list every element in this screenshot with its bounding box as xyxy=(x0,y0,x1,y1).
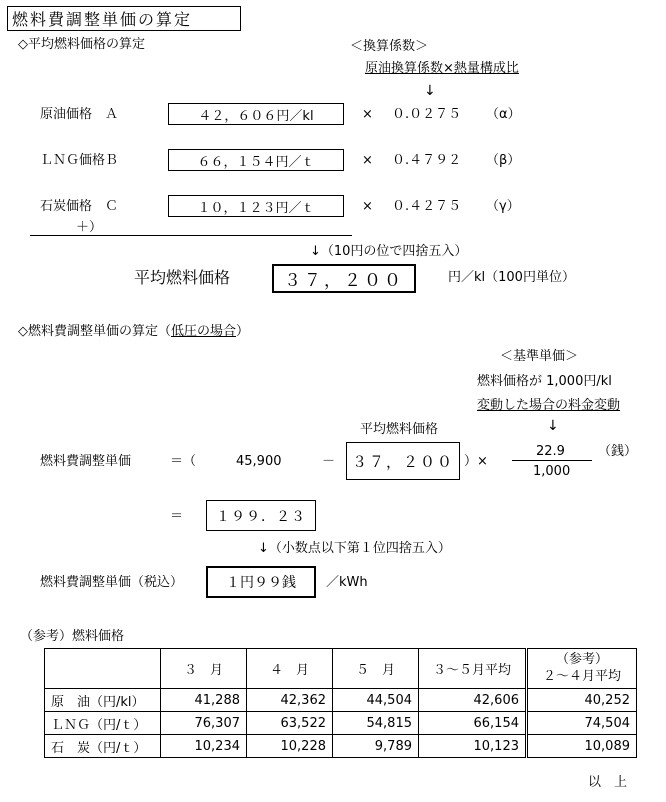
cell: 42,362 xyxy=(247,689,333,712)
fraction-bar xyxy=(512,460,592,461)
frac-denominator: 1,000 xyxy=(533,464,571,479)
times-crude: × xyxy=(362,107,373,122)
cell: 42,606 xyxy=(419,689,527,712)
round-note-1: ↓（10円の位で四捨五入） xyxy=(310,244,468,259)
cell: 54,815 xyxy=(333,712,419,735)
table-row xyxy=(45,689,637,712)
round-note-2: ↓（小数点以下第１位四捨五入） xyxy=(258,541,451,556)
coef-coal: ０.４２７５ xyxy=(392,199,462,214)
calc-label: 燃料費調整単価 xyxy=(40,454,132,469)
section2-heading-suffix: ） xyxy=(236,324,250,339)
cell: 40,252 xyxy=(527,689,637,712)
section2-heading xyxy=(18,325,249,338)
table-header-cell: ５ 月 xyxy=(333,649,419,689)
final-unit: ／kWh xyxy=(326,575,368,590)
times-coal: × xyxy=(362,199,373,214)
final-value-box xyxy=(206,566,316,598)
row-label-crude: 原油価格 Ａ xyxy=(40,107,119,122)
table-row xyxy=(45,735,637,758)
table-header-cell: ３ 月 xyxy=(161,649,247,689)
final-value: １円９９銭 xyxy=(226,575,296,591)
coef-arrow: ↓ xyxy=(424,83,436,99)
cell: 63,522 xyxy=(247,712,333,735)
price-crude: ４２，６０６円／kl xyxy=(198,108,314,124)
close-times: ）× xyxy=(464,454,488,469)
ref-period: ２～４月平均 xyxy=(542,668,621,684)
table-row xyxy=(45,712,637,735)
avg-value-box xyxy=(272,264,416,293)
coef-crude: ０.０２７５ xyxy=(392,107,462,122)
price-box-coal xyxy=(168,195,344,217)
row-label-coal: 石炭価格 Ｃ xyxy=(40,199,119,214)
page-title: 燃料費調整単価の算定 xyxy=(12,10,193,29)
avg-unit: 円／kl（100円単位） xyxy=(448,270,575,285)
minus-sign: － xyxy=(322,454,336,469)
coef-header: ＜換算係数＞ xyxy=(350,39,429,54)
cell: 10,089 xyxy=(527,735,637,758)
table-header-cell: ４ 月 xyxy=(247,649,333,689)
sum-line xyxy=(30,235,352,236)
sym-lng: （β） xyxy=(486,153,521,168)
price-coal: １０，１２３円／ｔ xyxy=(197,200,315,216)
title-box xyxy=(7,6,241,31)
result-value: １９９．２３ xyxy=(216,508,306,525)
cell: 44,504 xyxy=(333,689,419,712)
coef-formula: 原油換算係数×熱量構成比 xyxy=(365,61,519,76)
base-price: 45,900 xyxy=(236,454,282,469)
avg-caption: 平均燃料価格 xyxy=(360,422,439,437)
section1-heading: ◇平均燃料価格の算定 xyxy=(18,37,145,52)
avg-label: 平均燃料価格 xyxy=(134,268,231,287)
cell: 76,307 xyxy=(161,712,247,735)
table-header-cell: ３～５月平均 xyxy=(419,649,527,689)
row-label: ＬＮＧ（円/ｔ） xyxy=(45,712,161,735)
table-header-cell-ref xyxy=(527,649,637,689)
avg-value: ３７，２００ xyxy=(284,271,404,291)
sym-crude: （α） xyxy=(486,107,521,122)
ref-note: （参考） xyxy=(555,651,608,667)
ref-caption: （参考）燃料価格 xyxy=(20,629,125,644)
base-line2: 変動した場合の料金変動 xyxy=(477,398,621,413)
eq-open: ＝（ xyxy=(170,454,197,469)
base-arrow: ↓ xyxy=(547,418,559,434)
table-header-cell xyxy=(45,649,161,689)
cell: 41,288 xyxy=(161,689,247,712)
price-box-crude xyxy=(168,103,344,125)
times-lng: × xyxy=(362,153,373,168)
avg-value-box-2 xyxy=(346,442,460,480)
price-box-lng xyxy=(168,149,344,171)
base-header: ＜基準単価＞ xyxy=(500,349,579,364)
section2-heading-case: 低圧の場合 xyxy=(171,324,237,339)
row-label-lng: ＬＮＧ価格Ｂ xyxy=(40,153,119,168)
plus-sign: ＋） xyxy=(76,220,103,235)
section2-heading-prefix: ◇燃料費調整単価の算定（ xyxy=(18,324,171,339)
row-label: 石 炭（円/ｔ） xyxy=(45,735,161,758)
sym-coal: （γ） xyxy=(486,199,520,214)
cell: 66,154 xyxy=(419,712,527,735)
row-label: 原 油（円/kl） xyxy=(45,689,161,712)
eq-sign-2: ＝ xyxy=(170,509,184,524)
final-label: 燃料費調整単価（税込） xyxy=(40,575,184,590)
cell: 10,228 xyxy=(247,735,333,758)
footer-end: 以 上 xyxy=(588,775,628,790)
avg-value-2: ３７，２００ xyxy=(351,452,454,471)
result-box xyxy=(206,500,316,531)
frac-unit: （銭） xyxy=(598,444,638,459)
base-line1: 燃料価格が 1,000円/kl xyxy=(477,374,612,389)
table-header-row xyxy=(45,649,637,689)
cell: 9,789 xyxy=(333,735,419,758)
price-lng: ６６，１５４円／ｔ xyxy=(197,154,315,170)
cell: 10,234 xyxy=(161,735,247,758)
frac-numerator: 22.9 xyxy=(536,444,565,459)
coef-lng: ０.４７９２ xyxy=(392,153,462,168)
cell: 74,504 xyxy=(527,712,637,735)
reference-price-table xyxy=(44,648,637,758)
cell: 10,123 xyxy=(419,735,527,758)
